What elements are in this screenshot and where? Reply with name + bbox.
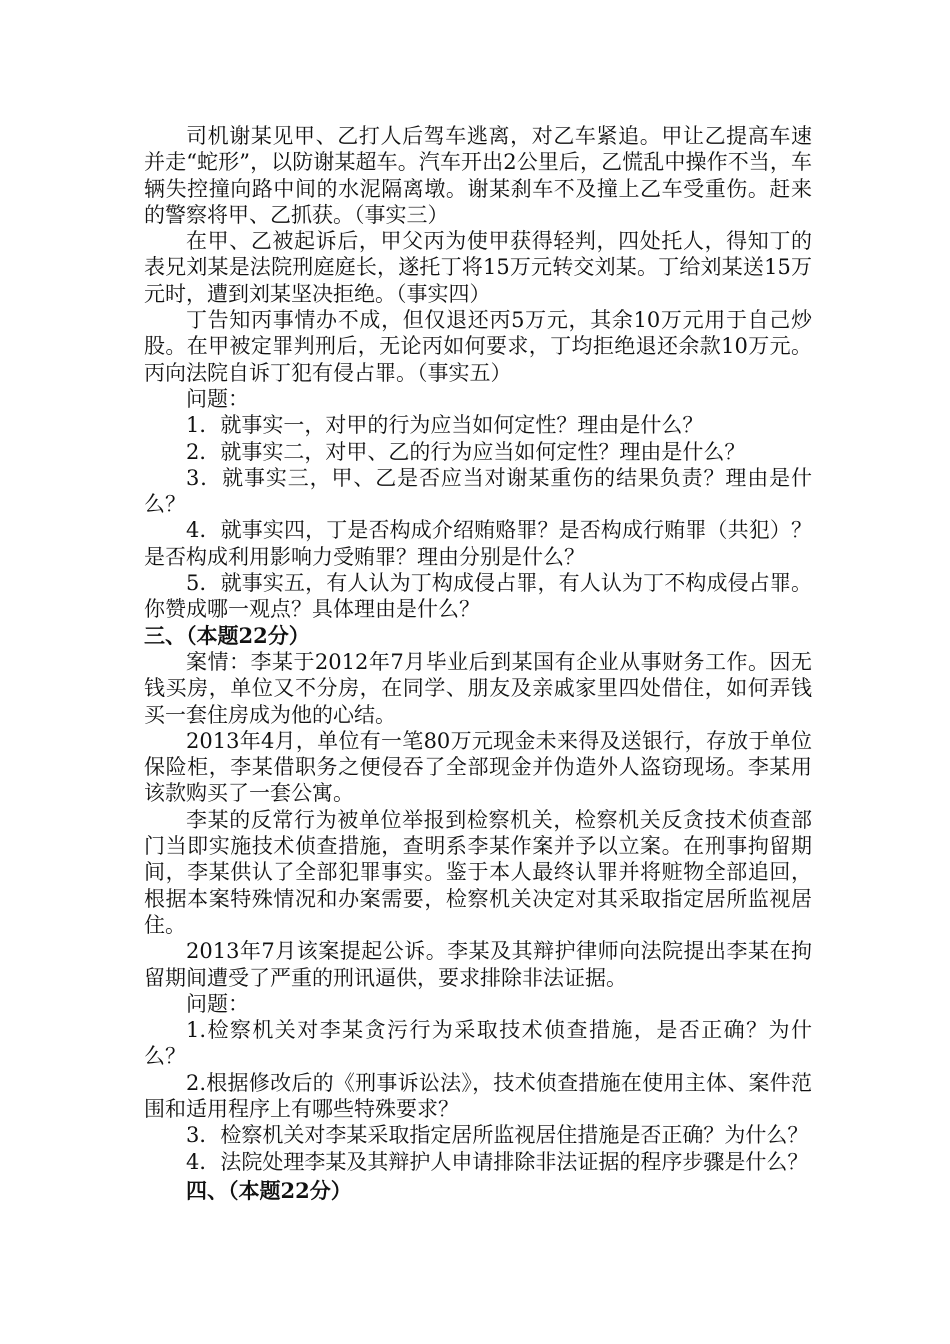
questions-label: 问题： (186, 386, 249, 411)
section-four-heading: 四、（本题22分） (186, 1177, 352, 1203)
question-3-1: 1.检察机关对李某贪污行为采取技术侦查措施，是否正确？为什么？ (144, 1018, 812, 1069)
fact-three-paragraph: 司机谢某见甲、乙打人后驾车逃离，对乙车紧追。甲让乙提高车速并走“蛇形”，以防谢某超车。汽车开出2公里后，乙慌乱中操作不当，车辆失控撞向路中间的水泥隔离墩。谢某刹车不及撞上乙车受重伤。赶来的警察将甲、乙抓获。（事实三） (144, 124, 812, 227)
question-2-5: 5．就事实五，有人认为丁构成侵占罪，有人认为丁不构成侵占罪。你赞成哪一观点？具体理由是什么？ (144, 571, 812, 622)
question-2-2: 2．就事实二，对甲、乙的行为应当如何定性？理由是什么？ (186, 439, 746, 464)
case-three-paragraph-1: 案情：李某于2012年7月毕业后到某国有企业从事财务工作。因无钱买房，单位又不分房，在同学、朋友及亲戚家里四处借住，如何弄钱买一套住房成为他的心结。 (144, 649, 812, 727)
fact-five-paragraph: 丁告知丙事情办不成，但仅退还丙5万元，其余10万元用于自己炒股。在甲被定罪判刑后，无论丙如何要求，丁均拒绝退还余款10万元。丙向法院自诉丁犯有侵占罪。（事实五） (144, 308, 812, 385)
question-3-3: 3．检察机关对李某采取指定居所监视居住措施是否正确？为什么？ (186, 1123, 809, 1148)
case-three-paragraph-2: 2013年4月，单位有一笔80万元现金未来得及送银行，存放于单位保险柜，李某借职务之便侵吞了全部现金并伪造外人盗窃现场。李某用该款购买了一套公寓。 (144, 728, 812, 806)
question-3-2: 2.根据修改后的《刑事诉讼法》，技术侦查措施在使用主体、案件范围和适用程序上有哪些特殊要求？ (144, 1070, 812, 1121)
question-2-1: 1．就事实一，对甲的行为应当如何定性？理由是什么？ (186, 413, 704, 438)
case-three-paragraph-3: 李某的反常行为被单位举报到检察机关，检察机关反贪技术侦查部门当即实施技术侦查措施，查明系李某作案并予以立案。在刑事拘留期间，李某供认了全部犯罪事实。鉴于本人最终认罪并将赃物全部追回，根据本案特殊情况和办案需要，检察机关决定对其采取指定居所监视居住。 (144, 807, 812, 937)
question-2-3: 3．就事实三，甲、乙是否应当对谢某重伤的结果负责？理由是什么？ (144, 465, 812, 517)
section-three-heading: 三、（本题22分） (144, 622, 310, 648)
question-2-4: 4．就事实四，丁是否构成介绍贿赂罪？是否构成行贿罪（共犯）？是否构成利用影响力受贿罪？理由分别是什么？ (144, 518, 812, 569)
document-body (144, 123, 812, 1204)
fact-four-paragraph: 在甲、乙被起诉后，甲父丙为使甲获得轻判，四处托人，得知丁的表兄刘某是法院刑庭庭长，遂托丁将15万元转交刘某。丁给刘某送15万元时，遭到刘某坚决拒绝。（事实四） (144, 229, 812, 306)
questions-label: 问题： (186, 991, 249, 1016)
question-3-4: 4．法院处理李某及其辩护人申请排除非法证据的程序步骤是什么？ (186, 1149, 809, 1174)
case-three-paragraph-4: 2013年7月该案提起公诉。李某及其辩护律师向法院提出李某在拘留期间遭受了严重的刑讯逼供，要求排除非法证据。 (144, 939, 812, 990)
